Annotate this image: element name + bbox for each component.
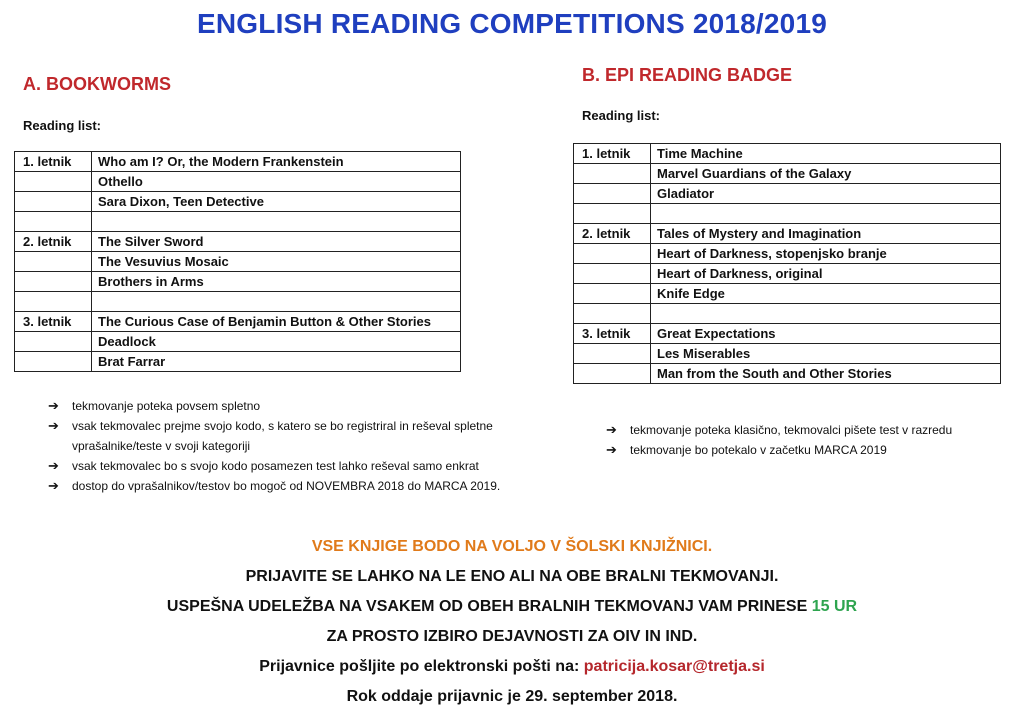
table-row: [574, 144, 1001, 164]
list-item-text: vsak tekmovalec bo s svojo kodo posamezen test lahko reševal samo enkrat: [72, 459, 479, 473]
list-item: [48, 456, 518, 476]
grade-level-cell: [15, 212, 92, 232]
grade-level-cell: [574, 204, 651, 224]
table-row: [15, 172, 461, 192]
list-item-text: tekmovanje poteka povsem spletno: [72, 399, 261, 413]
grade-level-cell: [574, 344, 651, 364]
table-row: [15, 232, 461, 252]
table-row: [15, 352, 461, 372]
grade-level-cell: [574, 164, 651, 184]
grade-level-cell: 2. letnik: [574, 224, 651, 244]
hours-highlight: 15 UR: [811, 598, 858, 615]
table-row: [15, 272, 461, 292]
grade-level-cell: [15, 352, 92, 372]
book-title-cell: Brothers in Arms: [92, 272, 461, 292]
grade-level-cell: [574, 284, 651, 304]
table-row: [574, 204, 1001, 224]
registration-note: PRIJAVITE SE LAHKO NA LE ENO ALI NA OBE BRALNI TEKMOVANJI.: [245, 568, 779, 585]
table-row: [15, 292, 461, 312]
list-item: [48, 416, 518, 456]
section-a-reading-label: Reading list:: [23, 118, 102, 133]
list-item-text: tekmovanje poteka klasično, tekmovalci pišete test v razredu: [630, 423, 953, 437]
section-a-heading: A. BOOKWORMS: [23, 74, 171, 94]
section-b-reading-label: Reading list:: [582, 108, 661, 123]
grade-level-cell: [574, 364, 651, 384]
section-a-reading-table: [14, 151, 461, 372]
section-b-reading-table: [573, 143, 1001, 384]
grade-level-cell: [574, 264, 651, 284]
list-item-text: dostop do vprašalnikov/testov bo mogoč od NOVEMBRA 2018 do MARCA 2019.: [72, 479, 501, 493]
table-row: [15, 332, 461, 352]
book-title-cell: Heart of Darkness, stopenjsko branje: [651, 244, 1001, 264]
hours-note: [0, 598, 1024, 616]
grade-level-cell: 1. letnik: [15, 152, 92, 172]
book-title-cell: [92, 212, 461, 232]
grade-level-cell: 2. letnik: [15, 232, 92, 252]
book-title-cell: Man from the South and Other Stories: [651, 364, 1001, 384]
grade-level-cell: [15, 272, 92, 292]
list-item: [606, 420, 1016, 440]
arrow-right-icon: ➔: [48, 418, 59, 433]
book-title-cell: Tales of Mystery and Imagination: [651, 224, 1001, 244]
grade-level-cell: [574, 244, 651, 264]
grade-level-cell: [15, 172, 92, 192]
arrow-right-icon: ➔: [606, 422, 617, 437]
grade-level-cell: [15, 252, 92, 272]
list-item: [606, 440, 1016, 460]
grade-level-cell: 3. letnik: [574, 324, 651, 344]
table-row: [15, 252, 461, 272]
list-item: [48, 396, 518, 416]
grade-level-cell: [15, 332, 92, 352]
book-title-cell: Othello: [92, 172, 461, 192]
table-row: [574, 184, 1001, 204]
book-title-cell: Les Miserables: [651, 344, 1001, 364]
table-row: [574, 344, 1001, 364]
book-title-cell: [92, 292, 461, 312]
table-row: [574, 244, 1001, 264]
table-row: [574, 264, 1001, 284]
book-title-cell: Who am I? Or, the Modern Frankenstein: [92, 152, 461, 172]
email-note-text: Prijavnice pošljite po elektronski pošti na:: [259, 658, 580, 675]
book-title-cell: Heart of Darkness, original: [651, 264, 1001, 284]
arrow-right-icon: ➔: [48, 458, 59, 473]
contact-email-link[interactable]: patricija.kosar@tretja.si: [583, 658, 765, 675]
table-row: [15, 152, 461, 172]
email-note: [0, 658, 1024, 676]
arrow-right-icon: ➔: [48, 398, 59, 413]
list-item: [48, 476, 518, 496]
book-title-cell: Great Expectations: [651, 324, 1001, 344]
grade-level-cell: [15, 192, 92, 212]
book-title-cell: [651, 304, 1001, 324]
section-b-rules-list: [606, 420, 1016, 460]
table-row: [15, 312, 461, 332]
book-title-cell: [651, 204, 1001, 224]
book-title-cell: Gladiator: [651, 184, 1001, 204]
table-row: [574, 324, 1001, 344]
arrow-right-icon: ➔: [48, 478, 59, 493]
table-row: [15, 192, 461, 212]
section-a-rules-list: [48, 396, 518, 496]
list-item-text: vsak tekmovalec prejme svojo kodo, s katero se bo registriral in reševal spletne vprašalnike/teste v svoji kategoriji: [72, 419, 493, 453]
table-row: [574, 304, 1001, 324]
table-row: [574, 364, 1001, 384]
book-title-cell: Marvel Guardians of the Galaxy: [651, 164, 1001, 184]
book-title-cell: The Curious Case of Benjamin Button & Other Stories: [92, 312, 461, 332]
book-title-cell: Knife Edge: [651, 284, 1001, 304]
deadline-note: Rok oddaje prijavnic je 29. september 2018.: [346, 688, 678, 705]
book-title-cell: Deadlock: [92, 332, 461, 352]
hours-note-text: USPEŠNA UDELEŽBA NA VSAKEM OD OBEH BRALNIH TEKMOVANJ VAM PRINESE: [166, 598, 808, 615]
grade-level-cell: [15, 292, 92, 312]
grade-level-cell: [574, 184, 651, 204]
grade-level-cell: 3. letnik: [15, 312, 92, 332]
book-title-cell: The Silver Sword: [92, 232, 461, 252]
book-title-cell: The Vesuvius Mosaic: [92, 252, 461, 272]
grade-level-cell: 1. letnik: [574, 144, 651, 164]
activity-note: ZA PROSTO IZBIRO DEJAVNOSTI ZA OIV IN IND.: [326, 628, 698, 645]
list-item-text: tekmovanje bo potekalo v začetku MARCA 2019: [630, 443, 887, 457]
book-title-cell: Brat Farrar: [92, 352, 461, 372]
table-row: [574, 224, 1001, 244]
page-title: ENGLISH READING COMPETITIONS 2018/2019: [197, 8, 827, 39]
arrow-right-icon: ➔: [606, 442, 617, 457]
section-b-heading: B. EPI READING BADGE: [582, 65, 793, 85]
table-row: [15, 212, 461, 232]
book-title-cell: Sara Dixon, Teen Detective: [92, 192, 461, 212]
books-available-note: VSE KNJIGE BODO NA VOLJO V ŠOLSKI KNJIŽNICI.: [311, 538, 713, 555]
grade-level-cell: [574, 304, 651, 324]
table-row: [574, 164, 1001, 184]
book-title-cell: Time Machine: [651, 144, 1001, 164]
table-row: [574, 284, 1001, 304]
